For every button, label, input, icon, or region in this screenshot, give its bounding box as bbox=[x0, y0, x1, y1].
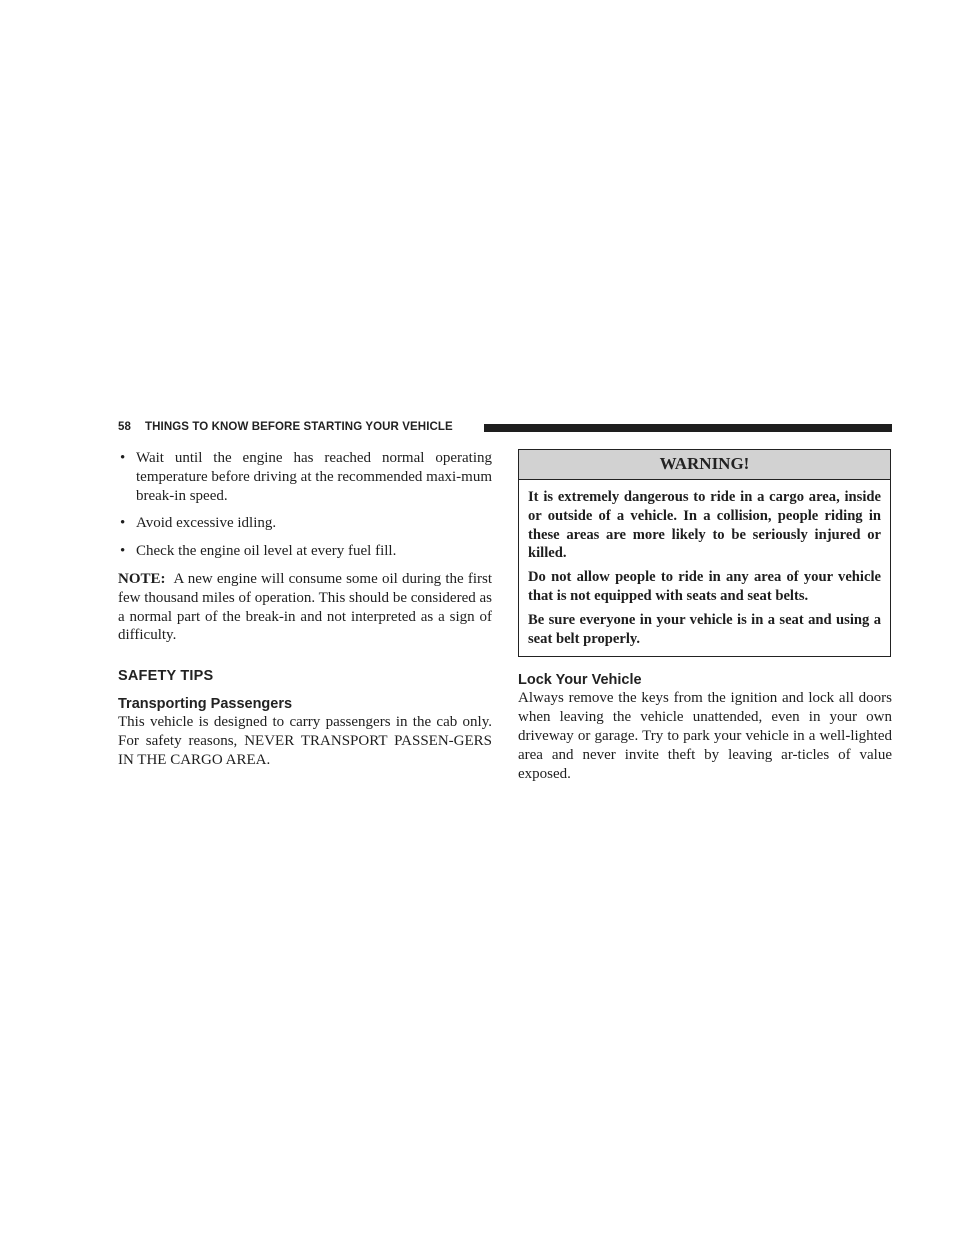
warning-title: WARNING! bbox=[519, 450, 890, 480]
warning-body bbox=[519, 480, 890, 656]
bullet-icon: • bbox=[120, 543, 126, 560]
note-label: NOTE: bbox=[118, 570, 166, 587]
warning-box bbox=[518, 449, 891, 657]
left-column bbox=[118, 449, 492, 770]
subsection-heading-lock-your-vehicle: Lock Your Vehicle bbox=[518, 672, 642, 689]
header-rule bbox=[484, 424, 892, 432]
break-in-bullet-list bbox=[118, 449, 492, 561]
section-heading-safety-tips: SAFETY TIPS bbox=[118, 668, 214, 685]
page-number: 58 bbox=[118, 421, 131, 433]
note-paragraph bbox=[118, 570, 492, 645]
warning-paragraph: Be sure everyone in your vehicle is in a seat and using a seat belt properly. bbox=[528, 611, 881, 647]
right-column bbox=[518, 449, 892, 783]
subsection-heading-transporting-passengers: Transporting Passengers bbox=[118, 696, 293, 713]
list-item: • Check the engine oil level at every fuel fill. bbox=[120, 543, 397, 560]
warning-paragraph: It is extremely dangerous to ride in a cargo area, inside or outside of a vehicle. In a collision, people riding in these areas are more likely to be seriously injured or killed. bbox=[528, 489, 881, 562]
transporting-passengers-paragraph: This vehicle is designed to carry passengers in the cab only. For safety reasons, NEVER TRANSPORT PASSEN-GERS IN THE CARGO AREA. bbox=[118, 714, 492, 768]
list-item: • Wait until the engine has reached normal operating temperature before driving at the recommended maxi-mum break-in speed. bbox=[120, 450, 492, 504]
lock-your-vehicle-paragraph: Always remove the keys from the ignition and lock all doors when leaving the vehicle unattended, even in your own driveway or garage. Try to park your vehicle in a well-lighted area and never invite theft by leaving ar-ticles of value exposed. bbox=[518, 690, 892, 782]
bullet-icon: • bbox=[120, 515, 126, 532]
note-text: A new engine will consume some oil during the first few thousand miles of operation. This should be considered as a normal part of the break-in and not interpreted as a sign of difficulty. bbox=[118, 570, 492, 644]
warning-paragraph: Do not allow people to ride in any area of your vehicle that is not equipped with seats and seat belts. bbox=[528, 569, 881, 604]
chapter-title: THINGS TO KNOW BEFORE STARTING YOUR VEHICLE bbox=[145, 421, 453, 433]
bullet-icon: • bbox=[120, 450, 126, 466]
page-header bbox=[118, 420, 892, 436]
list-item: • Avoid excessive idling. bbox=[120, 515, 277, 532]
